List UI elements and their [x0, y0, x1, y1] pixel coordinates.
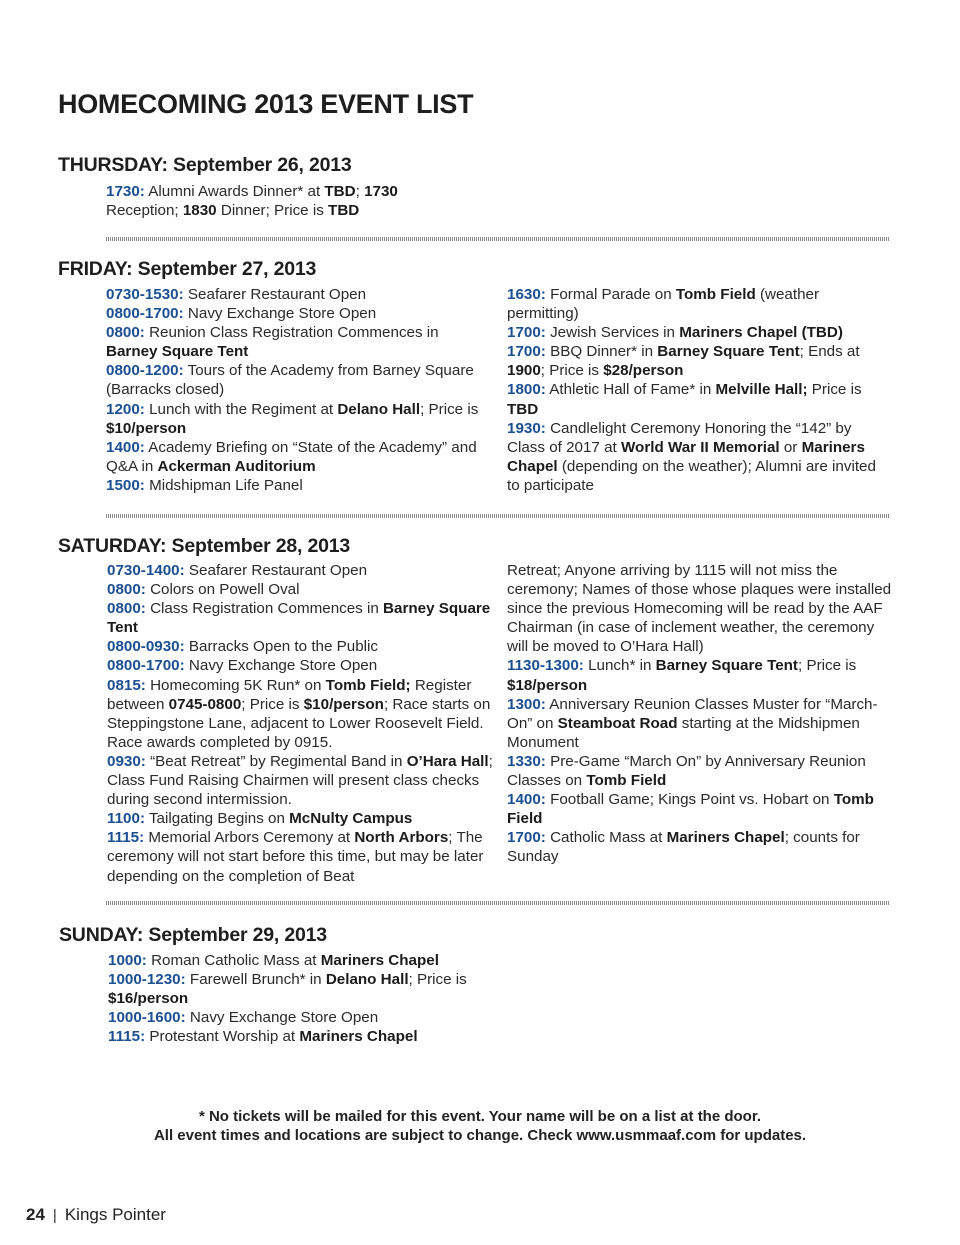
event-highlight: Ackerman Auditorium [157, 457, 316, 475]
event-highlight: $18/person [507, 676, 588, 694]
event-highlight: Barney Square Tent [107, 600, 491, 637]
event-text: Roman Catholic Mass at [146, 952, 321, 969]
footer-separator: | [52, 1207, 57, 1224]
event-highlight: Tomb Field; [325, 676, 411, 694]
sunday-events [108, 951, 493, 1046]
event-highlight: 0745-0800 [168, 695, 242, 713]
section-divider [106, 514, 890, 518]
event-highlight: McNulty Campus [289, 810, 413, 828]
event-text: Class Registration Commences in [145, 600, 384, 618]
event-time: 0800-1700: [107, 657, 185, 675]
event-time: 0800-0930: [107, 638, 185, 656]
event-time: 1115: [108, 1028, 146, 1046]
event-time: 1130-1300: [507, 657, 584, 675]
saturday-heading: SATURDAY: September 28, 2013 [58, 535, 351, 557]
event-text: ; [355, 183, 365, 200]
event-time: 1400: [106, 438, 145, 456]
event-highlight: Tomb Field [507, 791, 874, 828]
event-highlight: Mariners Chapel (TBD) [679, 324, 843, 342]
event-text: Candlelight Ceremony Honoring the “142” by Class of 2017 at [507, 419, 852, 456]
event-text: Seafarer Restaurant Open [184, 562, 368, 579]
event-time: 1000: [108, 952, 147, 969]
event-time: 1300: [507, 695, 546, 713]
event-text: BBQ Dinner* in [545, 343, 658, 361]
event-item [107, 828, 493, 885]
event-item [108, 1027, 493, 1046]
event-time: 1000-1230: [108, 971, 186, 989]
event-item [106, 361, 491, 399]
event-text: Seafarer Restaurant Open [183, 286, 367, 303]
event-text: Midshipman Life Panel [144, 476, 303, 494]
event-item [107, 637, 493, 656]
event-text: Lunch* in [583, 657, 656, 675]
event-highlight: Mariners Chapel [666, 829, 785, 847]
event-highlight: $10/person [303, 695, 384, 713]
event-text: Farewell Brunch* in [185, 971, 326, 989]
saturday-events-right [507, 561, 893, 867]
event-highlight: 1830 [182, 202, 217, 220]
event-time: 1730: [106, 183, 145, 200]
event-item [108, 951, 493, 970]
event-text: Reception; [106, 202, 183, 220]
publication-name: Kings Pointer [64, 1205, 166, 1224]
event-item [107, 809, 493, 828]
event-highlight: Barney Square Tent [106, 343, 249, 361]
event-time: 0800: [106, 324, 145, 342]
event-time: 0815: [107, 676, 146, 694]
event-time: 0730-1400: [107, 562, 185, 579]
event-item [507, 323, 892, 342]
event-text: Catholic Mass at [545, 829, 667, 847]
event-highlight: TBD [324, 183, 356, 200]
event-item [106, 285, 491, 304]
event-text: Register between [107, 676, 472, 713]
event-text: ; Race starts on Steppingstone Lane, adjacent to Lower Roosevelt Field. Race awards completed by 0915. [107, 695, 491, 751]
event-highlight: Barney Square Tent [657, 343, 800, 361]
event-text: Pre-Game “March On” by Anniversary Reunion Classes on [507, 752, 866, 790]
event-item [107, 561, 493, 580]
event-text: Reunion Class Registration Commences in [144, 324, 439, 342]
event-item [106, 182, 426, 220]
event-time: 0930: [107, 752, 146, 770]
event-text: (weather permitting) [507, 286, 820, 323]
event-time: 1700: [507, 324, 546, 342]
event-text: Dinner; Price is [216, 202, 329, 220]
event-highlight: TBD [507, 400, 539, 418]
event-highlight: 1730 [364, 183, 398, 200]
event-time: 0800-1200: [106, 362, 184, 380]
event-item [107, 580, 493, 599]
event-text: Academy Briefing on “State of the Academy” and Q&A in [106, 438, 477, 475]
event-text: Retreat; Anyone arriving by 1115 will not miss the ceremony; Names of those whose plaques were installed since the previous Homecoming will be read by the AAF Chairman (in case of inclement weather, the ceremony will be moved to O’Hara Hall) [507, 562, 892, 656]
event-text: ; Price is [408, 971, 467, 989]
event-item [107, 656, 493, 675]
event-time: 1100: [107, 810, 146, 828]
event-highlight: O’Hara Hall [406, 752, 489, 770]
event-text: (depending on the weather); Alumni are invited to participate [507, 457, 876, 494]
event-time: 1330: [507, 752, 546, 770]
event-highlight: Tomb Field [586, 772, 667, 790]
event-highlight: Barney Square Tent [655, 657, 798, 675]
page-title: HOMECOMING 2013 EVENT LIST [58, 89, 474, 119]
event-text: Protestant Worship at [145, 1028, 300, 1046]
event-text: ; Price is [798, 657, 857, 675]
event-time: 0800: [107, 581, 146, 599]
thursday-heading: THURSDAY: September 26, 2013 [58, 154, 352, 176]
event-text: Memorial Arbors Ceremony at [144, 829, 355, 847]
event-text: Barracks Open to the Public [184, 638, 379, 656]
event-highlight: Steamboat Road [557, 714, 678, 732]
event-item [507, 790, 893, 828]
event-time: 1115: [107, 829, 145, 847]
event-item [106, 304, 491, 323]
footnote-line-1: * No tickets will be mailed for this event. Your name will be on a list at the door. [198, 1108, 762, 1125]
friday-events-left [106, 285, 491, 495]
event-text: or [779, 438, 802, 456]
event-highlight: Delano Hall [325, 971, 409, 989]
event-highlight: 1900 [507, 362, 541, 380]
event-time: 0730-1530: [106, 286, 184, 303]
event-highlight: World War II Memorial [620, 438, 780, 456]
event-text: ; Price is [540, 362, 604, 380]
event-item [108, 1008, 493, 1027]
sunday-heading: SUNDAY: September 29, 2013 [59, 924, 327, 946]
page-number: 24 [26, 1205, 45, 1224]
event-time: 1400: [507, 791, 546, 809]
event-highlight: $28/person [603, 362, 684, 380]
event-highlight: Delano Hall [337, 400, 421, 418]
event-item [507, 656, 893, 694]
event-text: Colors on Powell Oval [145, 581, 300, 599]
event-time: 1700: [507, 829, 546, 847]
event-item [507, 419, 892, 495]
event-text: “Beat Retreat” by Regimental Band in [145, 752, 407, 770]
event-text: Tours of the Academy from Barney Square (Barracks closed) [106, 362, 474, 399]
event-highlight: $10/person [106, 419, 187, 437]
event-text: Anniversary Reunion Classes Muster for “March-On” on [507, 695, 878, 732]
event-text: Jewish Services in [545, 324, 680, 342]
friday-heading: FRIDAY: September 27, 2013 [58, 258, 317, 280]
event-text: Tailgating Begins on [145, 810, 290, 828]
event-text: ; counts for Sunday [507, 829, 860, 866]
section-divider [106, 901, 890, 905]
event-item [507, 561, 893, 656]
event-time: 0800-1700: [106, 305, 184, 323]
event-highlight: North Arbors [354, 829, 449, 847]
event-highlight: Mariners Chapel [507, 438, 865, 475]
event-item [507, 828, 893, 866]
page-footer [26, 1205, 166, 1225]
event-item [107, 752, 493, 809]
event-text: Alumni Awards Dinner* at [144, 183, 325, 200]
event-highlight: Mariners Chapel [299, 1028, 418, 1046]
event-time: 1630: [507, 286, 546, 303]
event-text: ; Ends at [799, 343, 860, 361]
event-item [107, 599, 493, 637]
event-item [507, 752, 893, 790]
friday-events-right [507, 285, 892, 495]
event-text: ; Class Fund Raising Chairmen will present class checks during second intermission. [107, 752, 493, 809]
event-text: Navy Exchange Store Open [184, 657, 378, 675]
event-text: ; Price is [420, 400, 479, 418]
event-highlight: Mariners Chapel [320, 952, 439, 969]
event-time: 1200: [106, 400, 145, 418]
saturday-events-left [107, 561, 493, 886]
event-text: Athletic Hall of Fame* in [545, 381, 716, 399]
event-text: Football Game; Kings Point vs. Hobart on [545, 791, 834, 809]
event-item [507, 342, 892, 380]
event-text: ; The ceremony will not start before this time, but may be later depending on the completion of Beat [107, 829, 484, 885]
event-time: 1000-1600: [108, 1009, 186, 1027]
event-item [106, 438, 491, 476]
event-highlight: Tomb Field [675, 286, 756, 303]
event-text: Homecoming 5K Run* on [145, 676, 326, 694]
event-item [106, 400, 491, 438]
event-text: Lunch with the Regiment at [144, 400, 338, 418]
event-highlight: $16/person [108, 990, 189, 1008]
footnote [0, 1107, 960, 1145]
event-highlight: Melville Hall; [715, 381, 808, 399]
thursday-events [106, 182, 426, 220]
event-text: Formal Parade on [545, 286, 676, 303]
event-time: 1700: [507, 343, 546, 361]
event-item [507, 695, 893, 752]
event-time: 1930: [507, 419, 546, 437]
event-item [106, 476, 491, 495]
event-item [106, 323, 491, 361]
event-text: Price is [807, 381, 862, 399]
event-item [507, 380, 892, 418]
event-text: Navy Exchange Store Open [185, 1009, 379, 1027]
event-time: 1800: [507, 381, 546, 399]
event-item [507, 285, 892, 323]
event-text: starting at the Midshipmen Monument [507, 714, 860, 751]
footnote-line-2: All event times and locations are subject to change. Check www.usmmaaf.com for updates. [153, 1127, 807, 1144]
event-time: 0800: [107, 600, 146, 618]
event-text: Navy Exchange Store Open [183, 305, 377, 323]
event-highlight: TBD [328, 202, 360, 220]
event-text: ; Price is [241, 695, 304, 713]
event-item [108, 970, 493, 1008]
section-divider [106, 237, 890, 241]
event-time: 1500: [106, 476, 145, 494]
event-item [107, 676, 493, 752]
